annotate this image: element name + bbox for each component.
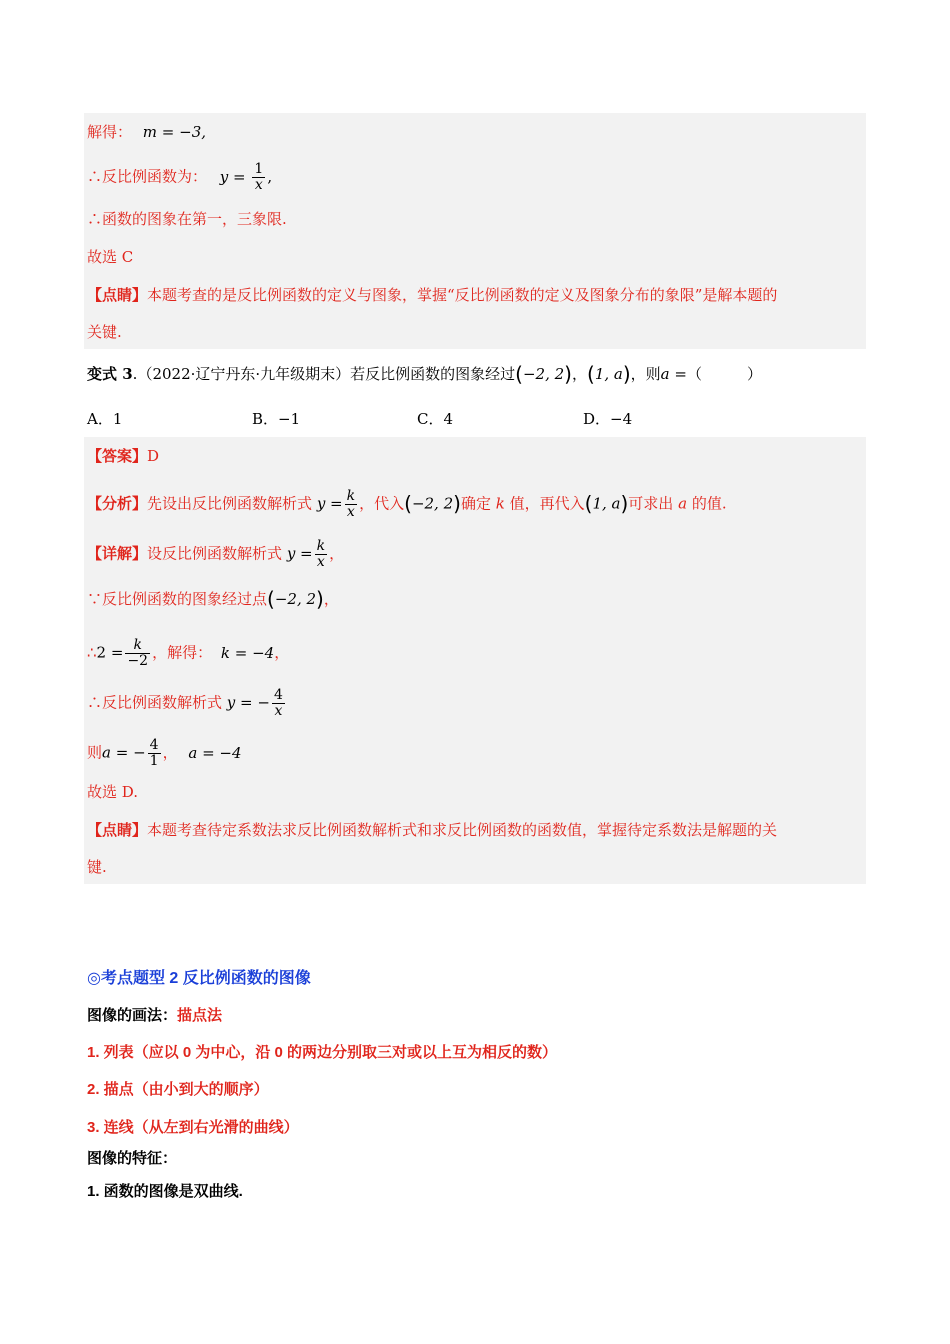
step-2: 2. 描点（由小到大的顺序）	[87, 1081, 269, 1098]
step-3: 3. 连线（从左到右光滑的曲线）	[87, 1119, 299, 1136]
note-line-end: 关键.	[87, 323, 122, 341]
fraction: $\frac{k}{x}$	[316, 538, 326, 570]
solution-box-1	[84, 113, 866, 349]
method-line: 图像的画法：描点法	[87, 1007, 223, 1024]
quadrant-line: ∴函数的图象在第一，三象限.	[87, 210, 287, 228]
fraction: $\frac{k}{x}$	[346, 488, 356, 520]
note-line: 【点睛】本题考查的是反比例函数的定义与图象，掌握“反比例函数的定义及图象分布的象限”是解本题的	[87, 286, 778, 304]
option-a[interactable]: A．1	[87, 410, 123, 428]
step-1: 1. 列表（应以 0 为中心，沿 0 的两边分别取三对或以上互为相反的数）	[87, 1044, 558, 1061]
detail-line: 【详解】设反比例函数解析式 y = $\frac{k}{x}$ ，	[87, 538, 345, 570]
section-title: ◎考点题型 2 反比例函数的图像	[87, 970, 311, 987]
solve-line: 解得： m = −3,	[87, 123, 207, 141]
option-d[interactable]: D．−4	[583, 410, 633, 428]
feature-label: 图像的特征：	[87, 1150, 178, 1167]
function-line: ∴反比例函数为： y = $\frac{1}{x}$ ,	[87, 161, 273, 193]
feature-1: 1. 函数的图像是双曲线.	[87, 1183, 243, 1200]
detail-choice-line: 故选 D.	[87, 783, 139, 801]
note-line-2-end: 键.	[87, 858, 107, 876]
fraction: $\frac{4}{x}$	[273, 687, 283, 719]
analysis-line: 【分析】先设出反比例函数解析式 y = $\frac{k}{x}$ ，代入(−2, 2)确定 k 值，再代入(1, a)可求出 a 的值.	[87, 488, 727, 520]
note-line-2: 【点睛】本题考查待定系数法求反比例函数解析式和求反比例函数的函数值，掌握待定系数法是解题的关	[87, 821, 778, 839]
option-c[interactable]: C．4	[417, 410, 454, 428]
fraction: $\frac{4}{1}$	[149, 737, 159, 769]
detail-value-line: 则a = − $\frac{4}{1}$ ， a = −4	[87, 737, 242, 769]
question-stem: 变式 3.（2022·辽宁丹东·九年级期末）若反比例函数的图象经过(−2, 2)，(1, a)，则a =（ ）	[87, 362, 762, 386]
option-b[interactable]: B．−1	[252, 410, 301, 428]
choice-line: 故选 C	[87, 248, 134, 266]
detail-point-line: ∵反比例函数的图象经过点(−2, 2)，	[87, 587, 339, 611]
fraction: $\frac{1}{x}$	[254, 161, 264, 193]
detail-solve-line: ∴2 = $\frac{k}{-2}$ ，解得： k = −4，	[87, 637, 290, 669]
answer-line: 【答案】D	[87, 447, 160, 465]
detail-result-line: ∴反比例函数解析式 y = − $\frac{4}{x}$	[87, 687, 283, 719]
fraction: $\frac{k}{-2}$	[127, 637, 149, 669]
